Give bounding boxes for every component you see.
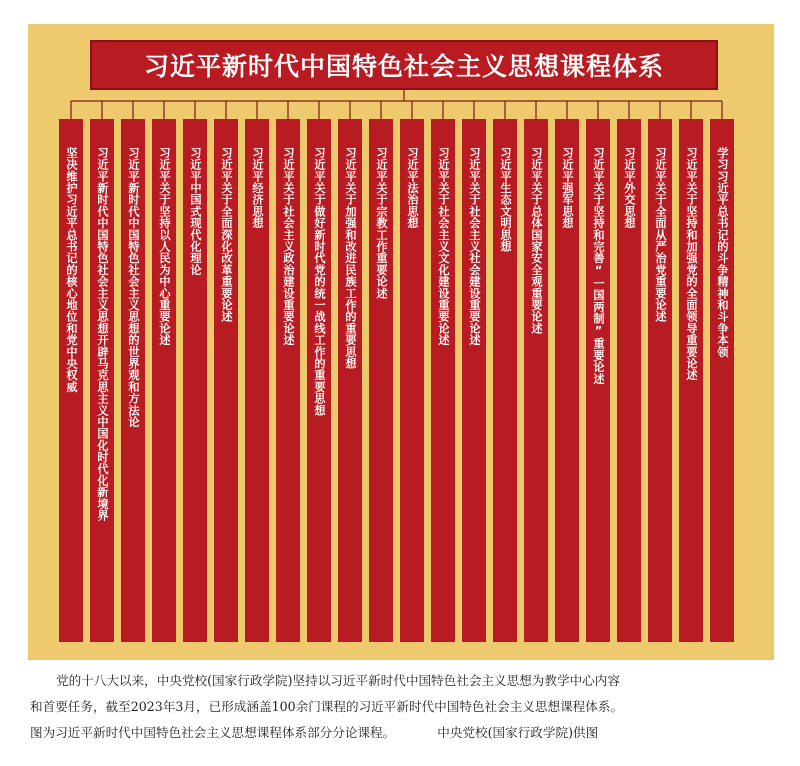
course-title: 习近平外交思想: [623, 147, 636, 229]
course-column: [369, 119, 393, 642]
course-column: [90, 119, 114, 642]
course-column: [183, 119, 207, 642]
course-title: 学习习近平总书记的斗争精神和斗争本领: [716, 147, 729, 358]
course-title: 习近平新时代中国特色社会主义思想的世界观和方法论: [127, 147, 140, 428]
course-column: [152, 119, 176, 642]
course-title: 习近平关于全面深化改革重要论述: [220, 147, 233, 323]
course-column: [276, 119, 300, 642]
course-column: [524, 119, 548, 642]
course-title: 习近平关于社会主义政治建设重要论述: [282, 147, 295, 346]
course-title: 习近平法治思想: [406, 147, 419, 229]
course-column: [493, 119, 517, 642]
course-column: [431, 119, 455, 642]
course-title: 习近平经济思想: [251, 147, 264, 229]
caption: [30, 668, 775, 746]
course-column: [679, 119, 703, 642]
caption-line-1: 党的十八大以来，中央党校(国家行政学院)坚持以习近平新时代中国特色社会主义思想为教学中心内容: [56, 673, 620, 688]
course-column: [400, 119, 424, 642]
course-column: [710, 119, 734, 642]
course-title: 习近平关于做好新时代党的统一战线工作的重要思想: [313, 147, 326, 417]
course-title: 习近平关于宗教工作重要论述: [375, 147, 388, 300]
course-title: 习近平生态文明思想: [499, 147, 512, 253]
photo-credit: 中央党校(国家行政学院)供图: [437, 725, 599, 740]
course-title: 习近平关于加强和改进民族工作的重要思想: [344, 147, 357, 370]
course-title: 习近平关于社会主义文化建设重要论述: [437, 147, 450, 346]
course-title: 习近平关于总体国家安全观重要论述: [530, 147, 543, 335]
course-title: 习近平强军思想: [561, 147, 574, 229]
course-title: 习近平新时代中国特色社会主义思想开辟马克思主义中国化时代化新境界: [96, 147, 109, 522]
course-title: 习近平关于社会主义社会建设重要论述: [468, 147, 481, 346]
course-title: 坚决维护习近平总书记的核心地位和党中央权威: [65, 147, 78, 393]
diagram-title: 习近平新时代中国特色社会主义思想课程体系: [90, 40, 718, 90]
caption-line-3: [30, 720, 775, 746]
course-column: [617, 119, 641, 642]
course-column: [586, 119, 610, 642]
course-column: [555, 119, 579, 642]
course-column: [59, 119, 83, 642]
course-column: [338, 119, 362, 642]
course-title: 习近平关于坚持以人民为中心重要论述: [158, 147, 171, 346]
course-title: 习近平关于坚持和完善“一国两制”重要论述: [592, 147, 605, 385]
course-title: 习近平中国式现代化理论: [189, 147, 202, 276]
caption-line-3-text: 图为习近平新时代中国特色社会主义思想课程体系部分分论课程。: [30, 725, 396, 740]
caption-line-2: 和首要任务，截至2023年3月，已形成涵盖100余门课程的习近平新时代中国特色社会主义思想课程体系。: [30, 699, 624, 714]
course-title: 习近平关于全面从严治党重要论述: [654, 147, 667, 323]
course-title: 习近平关于坚持和加强党的全面领导重要论述: [685, 147, 698, 381]
course-column: [214, 119, 238, 642]
course-column: [462, 119, 486, 642]
course-column: [121, 119, 145, 642]
course-column: [648, 119, 672, 642]
course-column: [307, 119, 331, 642]
course-column: [245, 119, 269, 642]
